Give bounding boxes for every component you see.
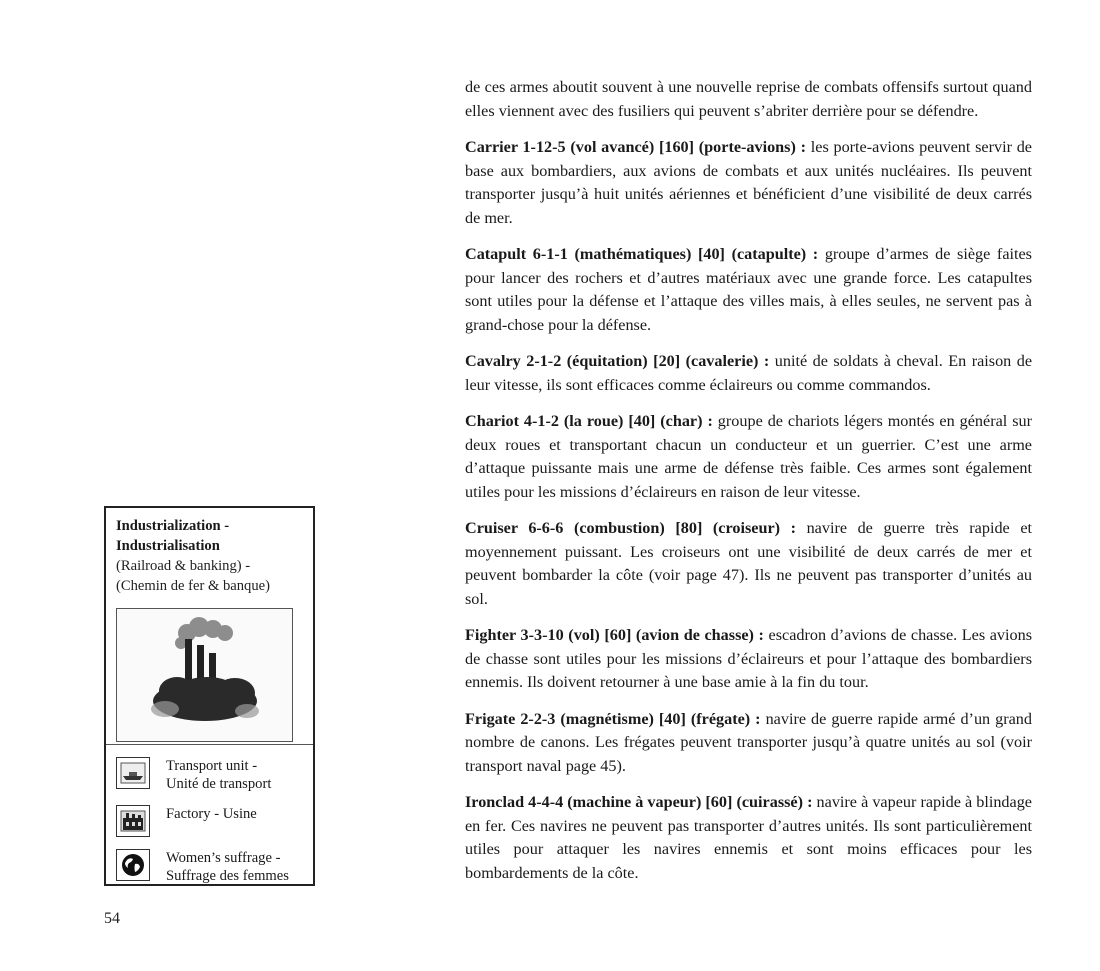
unit-entry-carrier xyxy=(465,136,1032,230)
factory-smoke-illustration-icon xyxy=(116,608,293,742)
entry-text: unité de soldats à cheval. En raison de leur vitesse, ils sont efficaces comme éclaireurs ou comme commandos. xyxy=(465,352,1033,394)
entry-heading: Cavalry 2-1-2 (équitation) [20] (cavalerie) : xyxy=(465,352,770,370)
globe-icon xyxy=(116,849,150,881)
unit-entry-chariot xyxy=(465,410,1032,504)
entry-heading: Frigate 2-2-3 (magnétisme) [40] (frégate) : xyxy=(465,709,761,728)
page-number: 54 xyxy=(104,910,120,927)
entry-heading: Catapult 6-1-1 (mathématiques) [40] (catapulte) : xyxy=(465,245,819,263)
entry-heading: Carrier 1-12-5 (vol avancé) [160] (porte-avions) : xyxy=(465,138,807,156)
entry-text: groupe de chariots légers montés en général sur deux roues et transportant chacun un conducteur et un guerrier. C’est une arme d’attaque puissante mais une arme de défense très faible. Ces armes sont également utiles pour les missions d’éclaireurs en raison de leur vitesse. xyxy=(465,412,1033,501)
legend-item-suffrage xyxy=(116,849,303,885)
sidebar-title-fr: Industrialisation xyxy=(116,538,220,554)
legend-item-transport xyxy=(116,757,303,793)
legend-label-line2: Suffrage des femmes xyxy=(166,868,289,884)
unit-entry-catapult xyxy=(465,243,1032,337)
factory-icon xyxy=(116,805,150,837)
main-text-column xyxy=(465,76,1032,898)
entry-text: navire de guerre très rapide et moyennement puissant. Les croiseurs ont une visibilité de deux carrés de mer et peuvent bombarder la côte (voir page 47). Ils ne peuvent pas transporter d’unités au sol. xyxy=(465,519,1032,608)
unit-entry-cavalry xyxy=(465,350,1032,397)
entry-heading: Fighter 3-3-10 (vol) [60] (avion de chasse) : xyxy=(465,626,764,644)
unit-entry-ironclad xyxy=(465,791,1032,885)
entry-heading: Cruiser 6-6-6 (combustion) [80] (croiseur) : xyxy=(465,519,796,537)
entry-text: groupe d’armes de siège faites pour lancer des rochers et d’autres matériaux avec une grande force. Les catapultes sont utiles pour la défense et l’attaque des villes mais, à elles seules, ne servent pas à grand-chose pour la défense. xyxy=(465,245,1032,334)
unit-entry-frigate xyxy=(465,708,1032,779)
entry-text: les porte-avions peuvent servir de base aux bombardiers, aux avions de combats et aux unités nucléaires. Ils peuvent transporter jusqu’à huit unités aériennes et bénéficient d’une visibilité de deux carrés de mer. xyxy=(465,138,1032,227)
legend-label-line1: Transport unit - xyxy=(166,758,258,774)
intro-paragraph: de ces armes aboutit souvent à une nouvelle reprise de combats offensifs surtout quand elles viennent avec des fusiliers qui peuvent s’abriter derrière pour se défendre. xyxy=(465,78,1032,120)
entry-text: navire à vapeur rapide à blindage en fer. Ces navires ne peuvent pas transporter d’autres unités. Ils sont particulièrement utiles pour attaquer les navires ennemis et sont moins efficaces pour les bombardements de la côte. xyxy=(465,793,1032,882)
legend-label-line2: Unité de transport xyxy=(166,776,272,792)
entry-text: escadron d’avions de chasse. Les avions de chasse sont utiles pour les missions d’éclaireurs et pour l’attaque des bombardiers ennemis. Ils doivent retourner à une base amie à la fin du tour. xyxy=(465,626,1033,691)
entry-heading: Chariot 4-1-2 (la roue) [40] (char) : xyxy=(465,412,713,430)
legend-item-factory xyxy=(116,805,303,837)
legend-label-line1: Women’s suffrage - xyxy=(166,850,281,866)
entry-heading: Ironclad 4-4-4 (machine à vapeur) [60] (cuirassé) : xyxy=(465,793,813,811)
entry-text: navire de guerre rapide armé d’un grand nombre de canons. Les frégates peuvent transporter jusqu’à quatre unités au sol (voir transport naval page 45). xyxy=(465,709,1032,775)
technology-sidebar-box xyxy=(104,506,315,886)
transport-unit-icon xyxy=(116,757,150,789)
unit-entry-fighter xyxy=(465,624,1032,695)
sidebar-prereq-fr: (Chemin de fer & banque) xyxy=(116,578,270,594)
legend-label-line1: Factory - Usine xyxy=(166,806,257,822)
unit-entry-cruiser xyxy=(465,517,1032,611)
legend-divider xyxy=(106,744,313,745)
sidebar-title-en: Industrialization - xyxy=(116,518,230,534)
sidebar-prereq-en: (Railroad & banking) - xyxy=(116,558,251,574)
